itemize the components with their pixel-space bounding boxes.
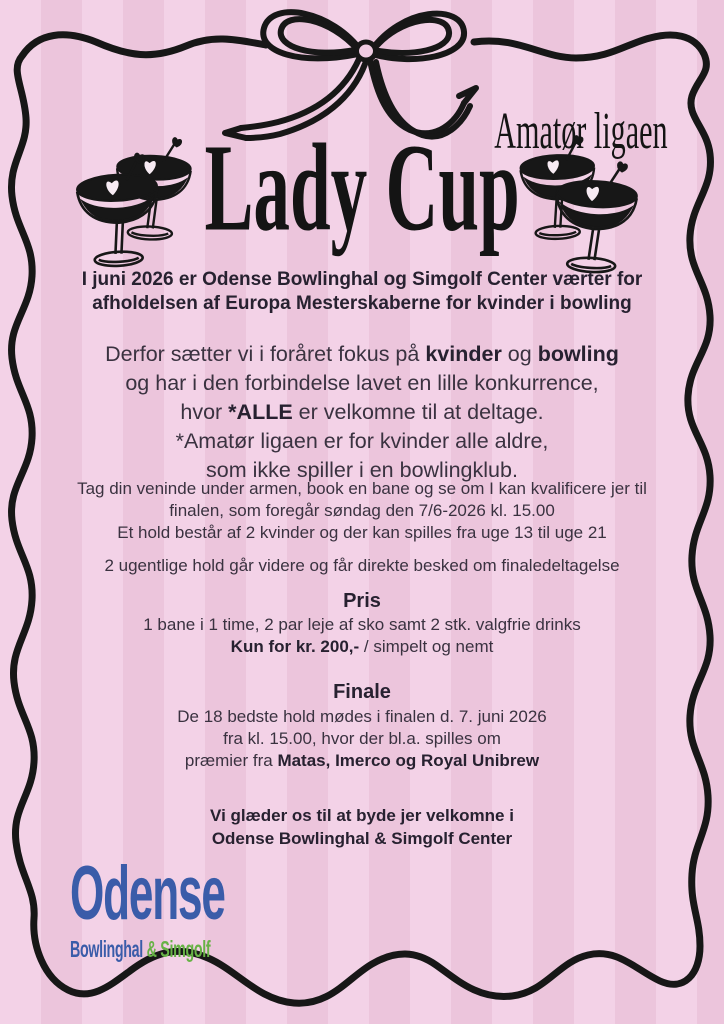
odense-bowlinghal-logo <box>70 851 337 962</box>
poster-title-text: Lady Cup <box>204 118 520 257</box>
finale-paragraph <box>0 706 724 772</box>
emphasis-bowling: bowling <box>537 342 619 366</box>
text-run: er velkomne til at deltage. <box>292 400 544 424</box>
finale-heading: Finale <box>333 681 391 703</box>
logo-sub-ampersand: & <box>146 936 157 962</box>
emphasis-alle: *ALLE <box>228 400 293 424</box>
league-label: Amatør ligaen <box>494 103 668 160</box>
text-run: Derfor sætter vi i foråret fokus på <box>105 342 426 366</box>
text-run: Odense Bowlinghal & Simgolf Center <box>211 829 513 848</box>
closing-paragraph <box>0 804 724 850</box>
logo-subtitle <box>70 938 235 961</box>
sponsors: Matas, Imerco og Royal Unibrew <box>277 751 540 770</box>
price-amount-line <box>0 637 724 657</box>
text-run: hvor <box>180 400 229 424</box>
text-run: og <box>501 342 538 366</box>
logo-wordmark: Odense <box>70 851 225 936</box>
price-amount: Kun for kr. 200,- <box>230 637 360 656</box>
text-run: præmier fra <box>184 751 278 770</box>
text-run: *Amatør ligaen er for kvinder alle aldre, <box>175 429 549 453</box>
logo-sub-simgolf: Simgolf <box>160 936 211 962</box>
text-run: I juni 2026 er Odense Bowlinghal og Simgolf Center værter for <box>81 269 643 290</box>
text-run: Vi glæder os til at byde jer velkomne i <box>210 806 514 825</box>
text-run: De 18 bedste hold mødes i finalen d. 7. juni 2026 <box>177 707 547 726</box>
weekly-winners-line: 2 ugentlige hold går videre og får direkte besked om finaledeltagelse <box>104 556 620 575</box>
text-run: / simpelt og nemt <box>359 637 494 656</box>
text-run: Tag din veninde under armen, book en bane og se om I kan kvalificere jer til <box>77 479 647 498</box>
logo-sub-bowlinghal: Bowlinghal <box>70 936 143 962</box>
text-run: Et hold består af 2 kvinder og der kan spilles fra uge 13 til uge 21 <box>117 523 607 542</box>
text-run: finalen, som foregår søndag den 7/6-2026 kl. 15.00 <box>169 501 555 520</box>
text-run: og har i den forbindelse lavet en lille konkurrence, <box>125 371 599 395</box>
poster-title <box>0 116 724 257</box>
price-heading: Pris <box>343 590 381 612</box>
text-run: som ikke spiller i en bowlingklub. <box>206 458 518 482</box>
text-run: fra kl. 15.00, hvor der bl.a. spilles om <box>223 729 501 748</box>
text-run: afholdelsen af Europa Mesterskaberne for kvinder i bowling <box>92 293 632 314</box>
price-details-line: 1 bane i 1 time, 2 par leje af sko samt 2 stk. valgfrie drinks <box>143 615 581 634</box>
qualification-paragraph <box>0 478 724 544</box>
emphasis-kvinder: kvinder <box>425 342 502 366</box>
intro-paragraph <box>0 268 724 316</box>
about-paragraph <box>0 340 724 485</box>
